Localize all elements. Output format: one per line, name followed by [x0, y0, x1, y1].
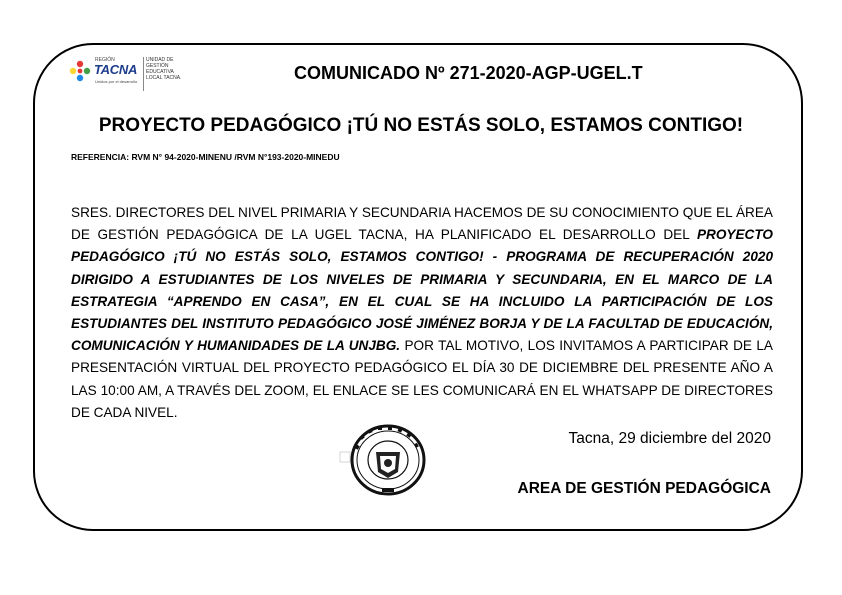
logo-unit-line: GESTIÓN: [146, 63, 169, 69]
body-paragraph: [71, 202, 773, 424]
reference-line: REFERENCIA: RVM N° 94-2020-MINENU /RVM N°193-2020-MINEDU: [71, 152, 340, 162]
signature-area: AREA DE GESTIÓN PEDAGÓGICA: [517, 480, 771, 497]
comunicado-number: COMUNICADO Nº 271-2020-AGP-UGEL.T: [294, 63, 643, 83]
body-emphasis: PROYECTO PEDAGÓGICO ¡TÚ NO ESTÁS SOLO, ESTAMOS CONTIGO! - PROGRAMA DE RECUPERACIÓN 2020 DIRIGIDO A ESTUDIANTES DE LOS NIVELES DE PRIMARIA Y SECUNDARIA, EN EL MARCO DE LA ESTRATEGIA “APRENDO EN CASA”, EN EL CUAL SE HA INCLUIDO LA PARTICIPACIÓN DE LOS ESTUDIANTES DEL INSTITUTO PEDAGÓGICO JOSÉ JIMÉNEZ BORJA Y DE LA FACULTAD DE EDUCACIÓN, COMUNICACIÓN Y HUMANIDADES DE LA UNJBG.: [71, 227, 773, 354]
logo-divider: [143, 57, 144, 91]
logo-unit-text: [146, 57, 190, 81]
body-intro: SRES. DIRECTORES DEL NIVEL PRIMARIA Y SECUNDARIA HACEMOS DE SU CONOCIMIENTO QUE EL ÁREA DE GESTIÓN PEDAGÓGICA DE LA UGEL TACNA, HA PLANIFICADO EL DESARROLLO DEL: [71, 205, 773, 243]
logo-name-text: TACNA: [94, 62, 138, 77]
logo-unit-line: UNIDAD DE: [146, 57, 174, 63]
ugel-tacna-logo: [68, 57, 188, 97]
project-title: PROYECTO PEDAGÓGICO ¡TÚ NO ESTÁS SOLO, ESTAMOS CONTIGO!: [98, 115, 744, 136]
logo-unit-line: LOCAL TACNA.: [146, 75, 182, 81]
logo-unit-line: EDUCATIVA: [146, 69, 174, 75]
logo-region-text: REGIÓN: [95, 57, 115, 63]
region-logo-icon: [68, 59, 92, 83]
place-and-date: Tacna, 29 diciembre del 2020: [568, 430, 771, 447]
body-closing: POR TAL MOTIVO, LOS INVITAMOS A PARTICIPAR DE LA PRESENTACIÓN VIRTUAL DEL PROYECTO PEDAGÓGICO EL DÍA 30 DE DICIEMBRE DEL PRESENTE AÑO A LAS 10:00 AM, A TRAVÉS DEL ZOOM, EL ENLACE SE LES COMUNICARÁ EN EL WHATSAPP DE DIRECTORES DE CADA NIVEL.: [71, 338, 773, 420]
official-seal-stamp: [338, 422, 434, 500]
logo-slogan-text: Unidos por el desarrollo: [95, 79, 138, 84]
